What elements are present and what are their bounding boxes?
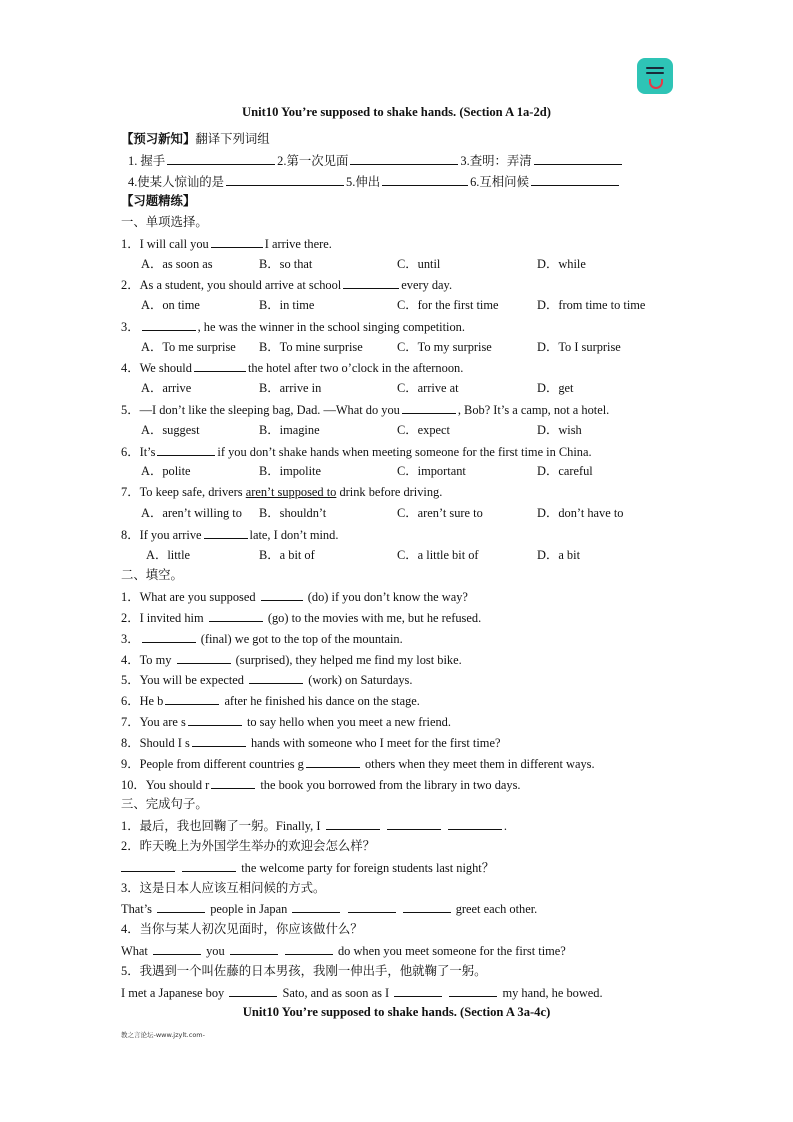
preview-row-2 <box>128 173 621 190</box>
option-a[interactable]: A．as soon as <box>141 257 213 271</box>
answer-blank[interactable] <box>204 526 248 539</box>
fill-item: 9．People from different countries g others when they meet them in different ways. <box>121 757 595 771</box>
preview-item: 5.伸出 <box>346 175 381 189</box>
preview-item: 1. 握手 <box>128 154 166 168</box>
fill-item: 10．You should r the book you borrowed from the library in two days. <box>121 778 521 792</box>
answer-blank[interactable] <box>192 734 246 747</box>
fill-item: 2．I invited him (go) to the movies with me, but he refused. <box>121 611 482 625</box>
answer-blank[interactable] <box>448 817 502 830</box>
option-b[interactable]: B．To mine surprise <box>259 340 363 354</box>
translate-item-en: I met a Japanese boy Sato, and as soon as I my hand, he bowed. <box>121 986 603 1000</box>
option-c[interactable]: C．for the first time <box>397 298 499 312</box>
answer-blank[interactable] <box>157 900 205 913</box>
option-c[interactable]: C．aren’t sure to <box>397 506 483 520</box>
worksheet-title: Unit10 You’re supposed to shake hands. (Section A 1a-2d) <box>242 105 551 119</box>
option-c[interactable]: C．a little bit of <box>397 548 479 562</box>
answer-blank[interactable] <box>211 776 255 789</box>
fill-item: 7．You are s to say hello when you meet a new friend. <box>121 715 451 729</box>
answer-blank[interactable] <box>194 359 246 372</box>
fill-item: 8．Should I s hands with someone who I meet for the first time? <box>121 736 501 750</box>
preview-item: 4.使某人惊讪的是 <box>128 175 225 189</box>
option-a[interactable]: A．suggest <box>141 423 200 437</box>
mc-question: 7．To keep safe, drivers aren’t supposed to drink before driving. <box>121 485 443 499</box>
answer-blank[interactable] <box>226 173 344 186</box>
preview-item: 3.查明：弄清 <box>460 154 532 168</box>
option-a[interactable]: A．arrive <box>141 381 192 395</box>
option-d[interactable]: D．from time to time <box>537 298 646 312</box>
translate-item-cn: 2．昨天晚上为外国学生举办的欢迎会怎么样？ <box>121 839 376 853</box>
answer-blank[interactable] <box>142 630 196 643</box>
option-d[interactable]: D．a bit <box>537 548 581 562</box>
answer-blank[interactable] <box>382 173 468 186</box>
option-c[interactable]: C．To my surprise <box>397 340 492 354</box>
answer-blank[interactable] <box>531 173 619 186</box>
option-a[interactable]: A．on time <box>141 298 200 312</box>
next-section-title: Unit10 You’re supposed to shake hands. (Section A 3a-4c) <box>242 1005 551 1019</box>
option-a[interactable]: A．To me surprise <box>141 340 236 354</box>
preview-heading-line <box>121 131 270 147</box>
mc-question: 4．We should the hotel after two o’clock in the afternoon. <box>121 361 464 375</box>
fill-item: 3． (final) we got to the top of the mountain. <box>121 632 403 646</box>
mc-question: 2．As a student, you should arrive at school every day. <box>121 278 453 292</box>
option-b[interactable]: B．arrive in <box>259 381 322 395</box>
option-b[interactable]: B．a bit of <box>259 548 315 562</box>
translate-item-en: the welcome party for foreign students last night？ <box>121 859 494 876</box>
preview-item: 6.互相问候 <box>470 175 529 189</box>
mc-question: 3． , he was the winner in the school singing competition. <box>121 320 465 334</box>
preview-heading: 【预习新知】 <box>121 132 196 146</box>
translate-item: 1．最后，我也回鞠了一躬。Finally, I . <box>121 819 507 833</box>
answer-blank[interactable] <box>209 609 263 622</box>
option-a[interactable]: A．little <box>146 548 191 562</box>
answer-blank[interactable] <box>343 276 399 289</box>
answer-blank[interactable] <box>261 588 303 601</box>
answer-blank[interactable] <box>211 235 263 248</box>
section2-heading: 二、填空。 <box>121 568 183 582</box>
option-b[interactable]: B．in time <box>259 298 315 312</box>
section3-heading: 三、完成句子。 <box>121 797 208 811</box>
mc-question: 6．It’s if you don’t shake hands when meeting someone for the first time in China. <box>121 445 592 459</box>
option-d[interactable]: D．don’t have to <box>537 506 624 520</box>
option-a[interactable]: A．aren’t willing to <box>141 506 242 520</box>
option-d[interactable]: D．wish <box>537 423 582 437</box>
answer-blank[interactable] <box>534 152 622 165</box>
option-b[interactable]: B．impolite <box>259 464 321 478</box>
answer-blank[interactable] <box>229 984 277 997</box>
option-b[interactable]: B．shouldn’t <box>259 506 327 520</box>
option-c[interactable]: C．until <box>397 257 441 271</box>
preview-item: 2.第一次见面 <box>277 154 349 168</box>
answer-blank[interactable] <box>403 900 451 913</box>
fill-item: 5．You will be expected (work) on Saturdays. <box>121 673 413 687</box>
option-c[interactable]: C．expect <box>397 423 450 437</box>
answer-blank[interactable] <box>165 692 219 705</box>
option-c[interactable]: C．arrive at <box>397 381 459 395</box>
answer-blank[interactable] <box>167 152 275 165</box>
option-d[interactable]: D．get <box>537 381 574 395</box>
fill-item: 1．What are you supposed (do) if you don’t know the way? <box>121 590 468 604</box>
underlined-phrase: aren’t supposed to <box>245 485 337 499</box>
footer-watermark: 教之言论坛-www.jzylt.com- <box>121 1031 205 1039</box>
answer-blank[interactable] <box>326 817 380 830</box>
option-d[interactable]: D．careful <box>537 464 593 478</box>
fill-item: 4．To my (surprised), they helped me find my lost bike. <box>121 653 462 667</box>
mc-question: 5．—I don’t like the sleeping bag, Dad. —What do you , Bob? It’s a camp, not a hotel. <box>121 403 610 417</box>
option-d[interactable]: D．To I surprise <box>537 340 621 354</box>
answer-blank[interactable] <box>230 942 278 955</box>
answer-blank[interactable] <box>350 152 458 165</box>
section1-heading: 一、单项选择。 <box>121 215 208 229</box>
answer-blank[interactable] <box>306 755 360 768</box>
answer-blank[interactable] <box>177 651 231 664</box>
practice-heading: 【习题精练】 <box>121 194 196 208</box>
answer-blank[interactable] <box>285 942 333 955</box>
translate-item-en: That’s people in Japan greet each other. <box>121 902 538 916</box>
fill-item: 6．He b after he finished his dance on the stage. <box>121 694 420 708</box>
translate-item-en: What you do when you meet someone for the first time? <box>121 944 566 958</box>
answer-blank[interactable] <box>292 900 340 913</box>
mc-question: 1．I will call you I arrive there. <box>121 237 332 251</box>
mc-question: 8．If you arrive late, I don’t mind. <box>121 528 339 542</box>
answer-blank[interactable] <box>449 984 497 997</box>
answer-blank[interactable] <box>249 671 303 684</box>
answer-blank[interactable] <box>153 942 201 955</box>
answer-blank[interactable] <box>182 859 236 872</box>
option-c[interactable]: C．important <box>397 464 466 478</box>
answer-blank[interactable] <box>188 713 242 726</box>
answer-blank[interactable] <box>121 859 175 872</box>
answer-blank[interactable] <box>157 443 215 456</box>
answer-blank[interactable] <box>142 318 196 331</box>
preview-instruction: 翻译下列词组 <box>195 132 270 146</box>
option-b[interactable]: B．so that <box>259 257 313 271</box>
study-app-logo-icon <box>637 58 673 94</box>
translate-item-cn: 5．我遇到一个叫佐藤的日本男孩，我刚一伸出手，他就鞠了一躬。 <box>121 964 487 978</box>
answer-blank[interactable] <box>402 401 456 414</box>
answer-blank[interactable] <box>387 817 441 830</box>
translate-item-cn: 3．这是日本人应该互相问候的方式。 <box>121 881 326 895</box>
translate-item-cn: 4．当你与某人初次见面时，你应该做什么？ <box>121 922 363 936</box>
answer-blank[interactable] <box>348 900 396 913</box>
answer-blank[interactable] <box>394 984 442 997</box>
preview-row-1 <box>128 152 624 169</box>
option-d[interactable]: D．while <box>537 257 586 271</box>
option-b[interactable]: B．imagine <box>259 423 320 437</box>
option-a[interactable]: A．polite <box>141 464 191 478</box>
